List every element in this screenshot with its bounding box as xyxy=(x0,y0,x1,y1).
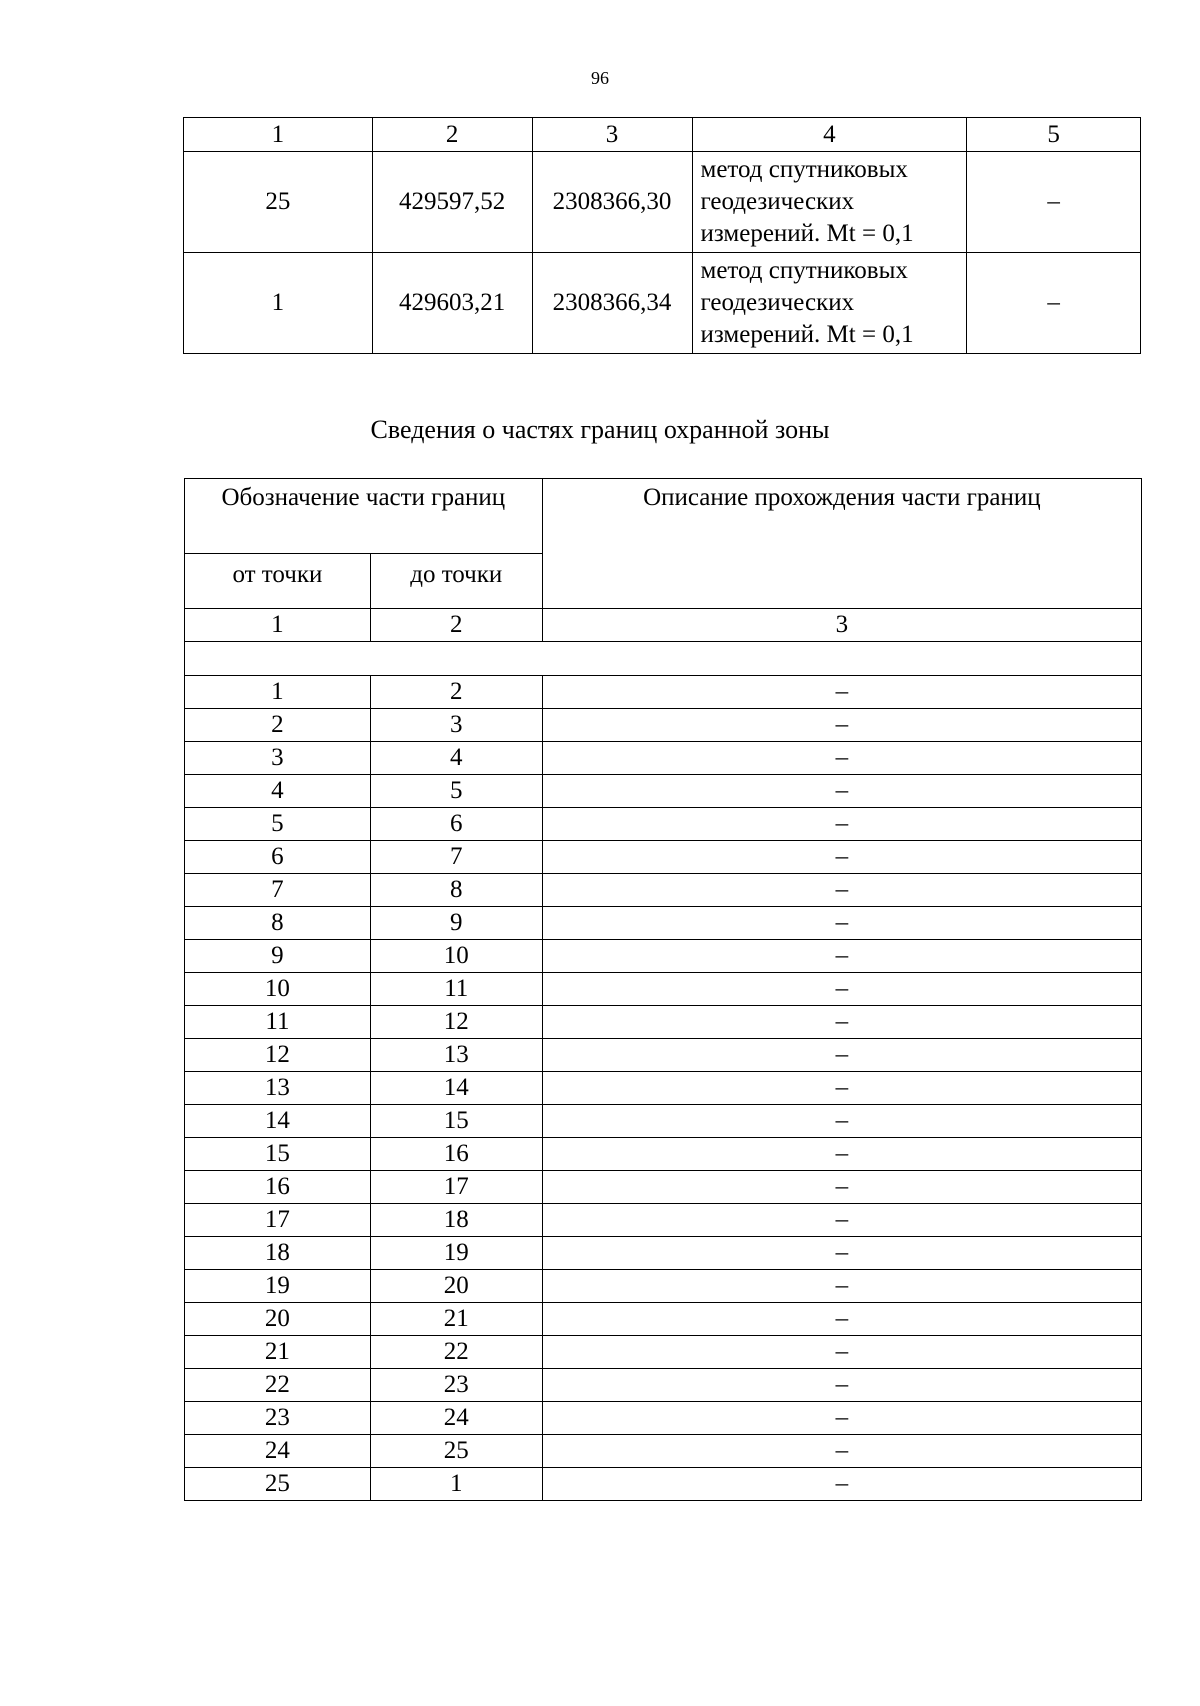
to-point-cell: 7 xyxy=(370,841,542,874)
coordinates-table xyxy=(183,117,1141,354)
table-row xyxy=(185,1336,1142,1369)
description-cell: – xyxy=(542,1138,1141,1171)
from-point-cell: 12 xyxy=(185,1039,371,1072)
to-point-cell: 12 xyxy=(370,1006,542,1039)
from-point-cell: 24 xyxy=(185,1435,371,1468)
description-cell: – xyxy=(542,808,1141,841)
to-point-cell: 6 xyxy=(370,808,542,841)
description-cell: – xyxy=(542,1435,1141,1468)
description-cell: – xyxy=(542,1468,1141,1501)
from-point-cell: 13 xyxy=(185,1072,371,1105)
table-row xyxy=(185,775,1142,808)
to-point-cell: 17 xyxy=(370,1171,542,1204)
coordinate-y: 2308366,30 xyxy=(532,152,692,253)
description-cell: – xyxy=(542,1204,1141,1237)
to-point-cell: 5 xyxy=(370,775,542,808)
coordinate-x: 429597,52 xyxy=(372,152,532,253)
description-cell: – xyxy=(542,1336,1141,1369)
to-point-cell: 20 xyxy=(370,1270,542,1303)
note-cell: – xyxy=(967,253,1141,354)
column-number: 5 xyxy=(967,118,1141,152)
from-point-header: от точки xyxy=(185,554,371,609)
table-row xyxy=(185,1204,1142,1237)
coordinate-y: 2308366,34 xyxy=(532,253,692,354)
method-line: метод спутниковых xyxy=(700,257,908,284)
designation-header: Обозначение части границ xyxy=(185,479,543,554)
to-point-cell: 18 xyxy=(370,1204,542,1237)
column-number-row xyxy=(185,609,1142,642)
to-point-cell: 11 xyxy=(370,973,542,1006)
description-cell: – xyxy=(542,1105,1141,1138)
to-point-cell: 8 xyxy=(370,874,542,907)
table-row xyxy=(185,973,1142,1006)
table-row xyxy=(185,1237,1142,1270)
from-point-cell: 19 xyxy=(185,1270,371,1303)
table-row xyxy=(184,152,1141,253)
coordinate-x: 429603,21 xyxy=(372,253,532,354)
method-line: измерений. Mt = 0,1 xyxy=(700,321,914,348)
table-row xyxy=(184,253,1141,354)
table-row xyxy=(185,808,1142,841)
to-point-cell: 15 xyxy=(370,1105,542,1138)
page-number: 96 xyxy=(591,68,609,88)
table-row xyxy=(185,1039,1142,1072)
from-point-cell: 6 xyxy=(185,841,371,874)
description-cell: – xyxy=(542,1237,1141,1270)
to-point-cell: 2 xyxy=(370,676,542,709)
column-number: 1 xyxy=(184,118,373,152)
description-cell: – xyxy=(542,1270,1141,1303)
method-line: метод спутниковых xyxy=(700,156,908,183)
description-cell: – xyxy=(542,1039,1141,1072)
from-point-cell: 20 xyxy=(185,1303,371,1336)
point-number: 1 xyxy=(184,253,373,354)
table-row xyxy=(185,907,1142,940)
method-cell xyxy=(692,152,967,253)
to-point-cell: 14 xyxy=(370,1072,542,1105)
from-point-cell: 18 xyxy=(185,1237,371,1270)
method-line: геодезических xyxy=(700,289,855,316)
empty-cell xyxy=(185,642,1142,676)
to-point-cell: 21 xyxy=(370,1303,542,1336)
from-point-cell: 8 xyxy=(185,907,371,940)
table-row xyxy=(185,874,1142,907)
column-number: 4 xyxy=(692,118,967,152)
column-number: 2 xyxy=(370,609,542,642)
column-number: 3 xyxy=(542,609,1141,642)
table-row xyxy=(185,1072,1142,1105)
to-point-cell: 16 xyxy=(370,1138,542,1171)
to-point-cell: 3 xyxy=(370,709,542,742)
to-point-cell: 1 xyxy=(370,1468,542,1501)
to-point-cell: 24 xyxy=(370,1402,542,1435)
description-cell: – xyxy=(542,907,1141,940)
column-number: 1 xyxy=(185,609,371,642)
note-cell: – xyxy=(967,152,1141,253)
to-point-cell: 13 xyxy=(370,1039,542,1072)
description-cell: – xyxy=(542,1369,1141,1402)
description-cell: – xyxy=(542,1303,1141,1336)
table-row xyxy=(185,709,1142,742)
table-row xyxy=(185,742,1142,775)
table-row xyxy=(185,1468,1142,1501)
description-cell: – xyxy=(542,841,1141,874)
table-row xyxy=(185,1270,1142,1303)
table-row xyxy=(185,940,1142,973)
table-row xyxy=(185,1006,1142,1039)
table-row xyxy=(185,1138,1142,1171)
boundary-parts-table xyxy=(184,478,1142,1501)
method-line: измерений. Mt = 0,1 xyxy=(700,220,914,247)
description-cell: – xyxy=(542,1072,1141,1105)
table-row xyxy=(185,1435,1142,1468)
from-point-cell: 11 xyxy=(185,1006,371,1039)
description-cell: – xyxy=(542,973,1141,1006)
to-point-header: до точки xyxy=(370,554,542,609)
table-row xyxy=(185,841,1142,874)
to-point-cell: 25 xyxy=(370,1435,542,1468)
to-point-cell: 10 xyxy=(370,940,542,973)
from-point-cell: 22 xyxy=(185,1369,371,1402)
table-row xyxy=(185,1369,1142,1402)
from-point-cell: 4 xyxy=(185,775,371,808)
from-point-cell: 17 xyxy=(185,1204,371,1237)
description-cell: – xyxy=(542,742,1141,775)
column-number: 3 xyxy=(532,118,692,152)
from-point-cell: 23 xyxy=(185,1402,371,1435)
description-cell: – xyxy=(542,1171,1141,1204)
from-point-cell: 14 xyxy=(185,1105,371,1138)
to-point-cell: 23 xyxy=(370,1369,542,1402)
to-point-cell: 4 xyxy=(370,742,542,775)
empty-row xyxy=(185,642,1142,676)
description-cell: – xyxy=(542,709,1141,742)
description-cell: – xyxy=(542,1006,1141,1039)
to-point-cell: 19 xyxy=(370,1237,542,1270)
column-number: 2 xyxy=(372,118,532,152)
description-cell: – xyxy=(542,940,1141,973)
from-point-cell: 7 xyxy=(185,874,371,907)
from-point-cell: 16 xyxy=(185,1171,371,1204)
table-row xyxy=(185,1402,1142,1435)
from-point-cell: 2 xyxy=(185,709,371,742)
section-title: Сведения о частях границ охранной зоны xyxy=(370,415,830,444)
to-point-cell: 22 xyxy=(370,1336,542,1369)
table-row xyxy=(185,1171,1142,1204)
from-point-cell: 1 xyxy=(185,676,371,709)
table-row xyxy=(185,1105,1142,1138)
table-row xyxy=(185,676,1142,709)
to-point-cell: 9 xyxy=(370,907,542,940)
description-cell: – xyxy=(542,676,1141,709)
from-point-cell: 15 xyxy=(185,1138,371,1171)
from-point-cell: 5 xyxy=(185,808,371,841)
column-number-row xyxy=(184,118,1141,152)
description-header: Описание прохождения части границ xyxy=(542,479,1141,609)
from-point-cell: 25 xyxy=(185,1468,371,1501)
description-cell: – xyxy=(542,1402,1141,1435)
point-number: 25 xyxy=(184,152,373,253)
from-point-cell: 9 xyxy=(185,940,371,973)
from-point-cell: 3 xyxy=(185,742,371,775)
header-row xyxy=(185,479,1142,554)
from-point-cell: 21 xyxy=(185,1336,371,1369)
description-cell: – xyxy=(542,874,1141,907)
method-cell xyxy=(692,253,967,354)
from-point-cell: 10 xyxy=(185,973,371,1006)
method-line: геодезических xyxy=(700,188,855,215)
description-cell: – xyxy=(542,775,1141,808)
table-row xyxy=(185,1303,1142,1336)
